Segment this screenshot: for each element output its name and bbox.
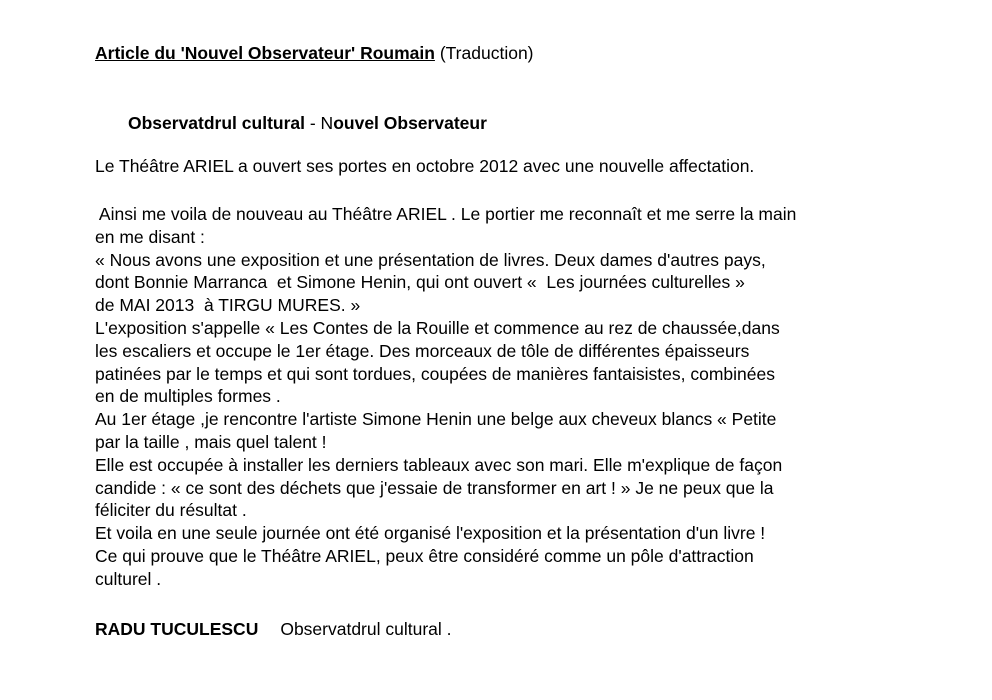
body-line: en me disant :: [95, 226, 205, 247]
body-line: Au 1er étage ,je rencontre l'artiste Simone Henin une belge aux cheveux blancs « Petite: [95, 409, 777, 430]
subheading-right: ouvel Observateur: [333, 113, 487, 133]
body-line: dont Bonnie Marranca et Simone Henin, qui ont ouvert « Les journées culturelles »: [95, 272, 745, 293]
body-line: Et voila en une seule journée ont été organisé l'exposition et la présentation d'un livre !: [95, 523, 766, 544]
subheading-separator: - N: [305, 113, 334, 133]
body-line: féliciter du résultat .: [95, 500, 247, 521]
body-line: candide : « ce sont des déchets que j'essaie de transformer en art ! » Je ne peux que la: [95, 477, 774, 498]
body-line: L'exposition s'appelle « Les Contes de la Rouille et commence au rez de chaussée,dans: [95, 317, 780, 338]
body-line: Elle est occupée à installer les derniers tableaux avec son mari. Elle m'explique de façon: [95, 454, 783, 475]
body-line: en de multiples formes .: [95, 386, 281, 407]
article-title: Article du 'Nouvel Observateur' Roumain: [95, 43, 435, 63]
intro-paragraph: Le Théâtre ARIEL a ouvert ses portes en octobre 2012 avec une nouvelle affectation.: [95, 156, 755, 176]
body-line: les escaliers et occupe le 1er étage. Des morceaux de tôle de différentes épaisseurs: [95, 340, 750, 361]
translation-note: (Traduction): [439, 43, 534, 63]
body-line: par la taille , mais quel talent !: [95, 431, 327, 452]
body-line: Ainsi me voila de nouveau au Théâtre ARIEL . Le portier me reconnaît et me serre la main: [95, 204, 797, 224]
publication-subheading: [128, 112, 487, 134]
body-line: « Nous avons une exposition et une présentation de livres. Deux dames d'autres pays,: [95, 249, 766, 270]
author-name: RADU TUCULESCU: [95, 619, 259, 639]
article-body: [95, 203, 975, 591]
body-line: de MAI 2013 à TIRGU MURES. »: [95, 295, 361, 316]
subheading-left: Observatdrul cultural: [128, 113, 305, 133]
body-line: patinées par le temps et qui sont tordues, coupées de manières fantaisistes, combinées: [95, 363, 775, 384]
publication-name: Observatdrul cultural .: [280, 619, 452, 639]
signature-line: [95, 618, 452, 640]
article-heading: [95, 42, 534, 64]
body-line: culturel .: [95, 568, 162, 589]
body-line: Ce qui prouve que le Théâtre ARIEL, peux être considéré comme un pôle d'attraction: [95, 545, 754, 566]
